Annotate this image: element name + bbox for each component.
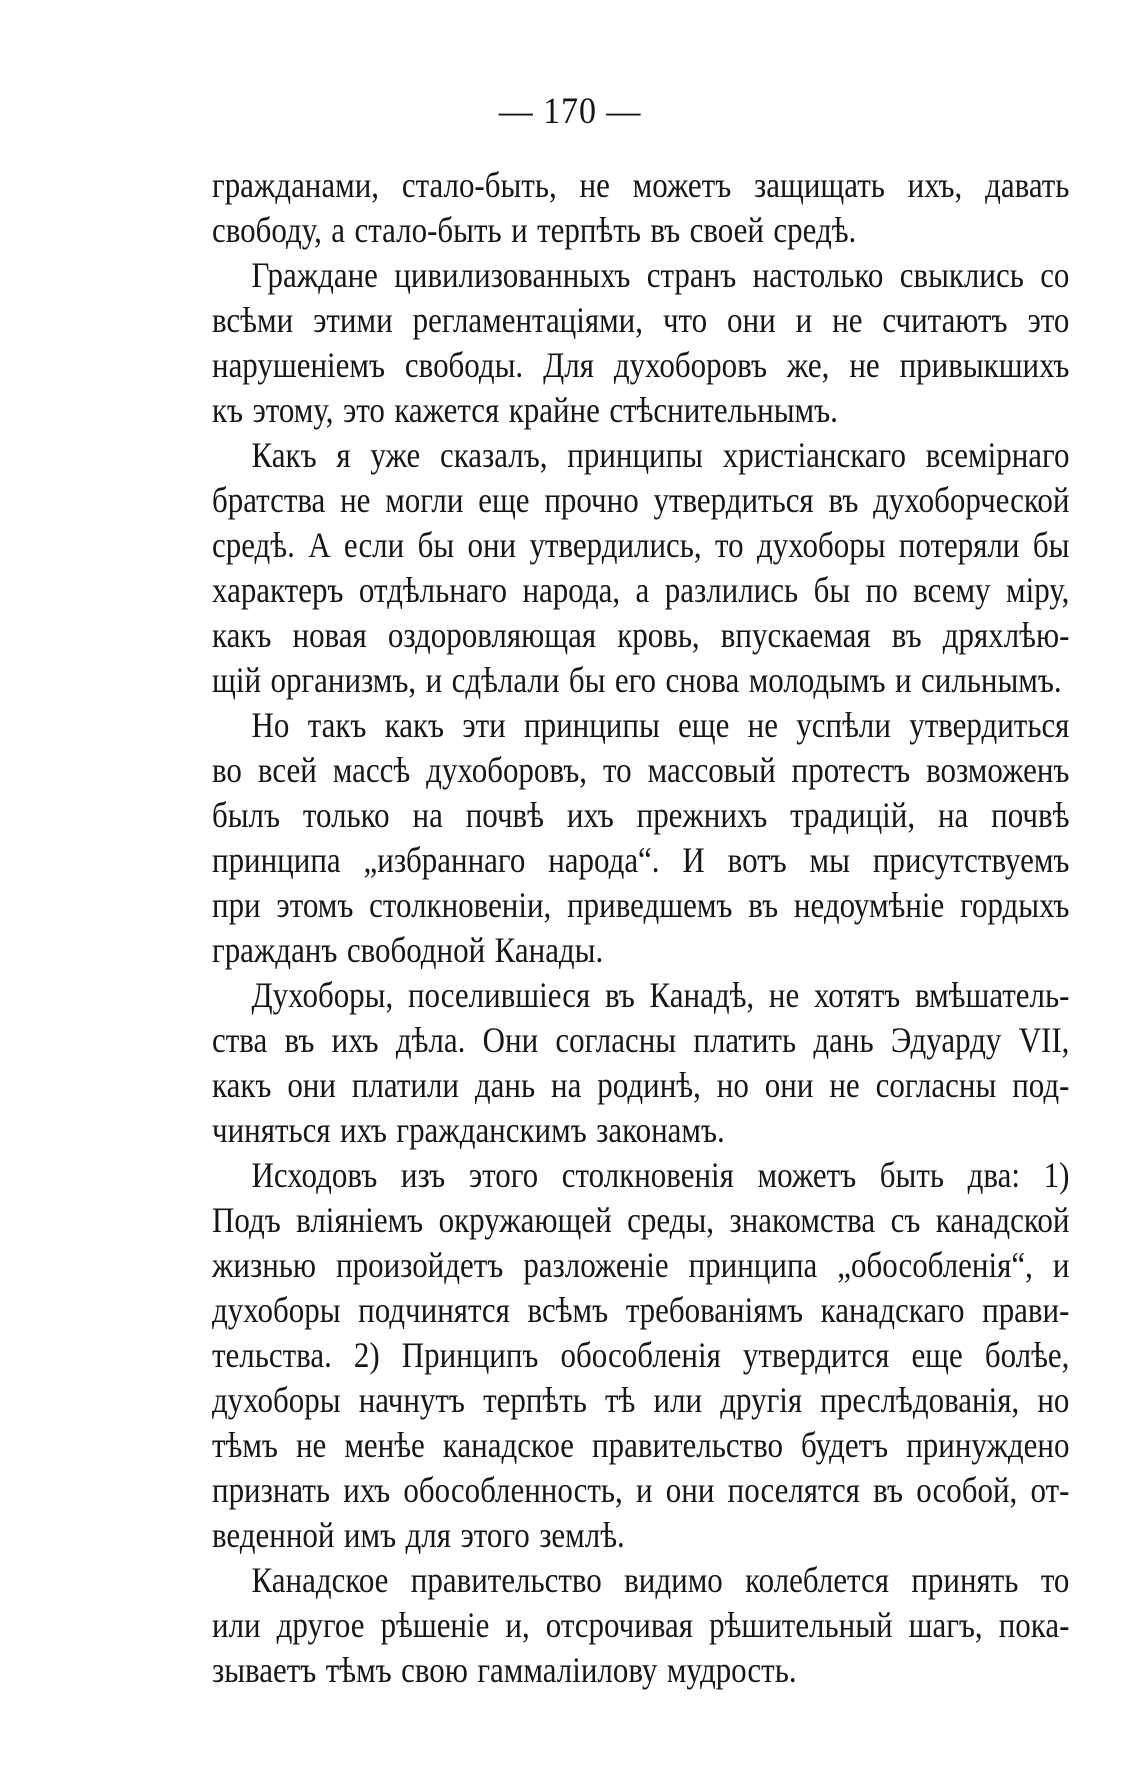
paragraph-5 xyxy=(212,973,1069,1153)
text-line: Канадское правительство видимо колеблется принять то xyxy=(251,1560,1070,1600)
paragraph-7 xyxy=(212,1558,1069,1693)
text-line: или другое рѣшеніе и, отсрочивая рѣшительный шагъ, пока- xyxy=(212,1605,1070,1645)
text-line: духоборы начнутъ терпѣть тѣ или другія преслѣдованія, но xyxy=(212,1380,1070,1420)
text-line: Какъ я уже сказалъ, принципы христіанскаго всемірнаго xyxy=(251,435,1070,475)
text-line: чиняться ихъ гражданскимъ законамъ. xyxy=(212,1110,725,1150)
text-line: средѣ. А если бы они утвердились, то духоборы потеряли бы xyxy=(212,525,1070,565)
paragraph-6 xyxy=(212,1153,1069,1558)
text-line: гражданъ свободной Канады. xyxy=(212,930,604,970)
text-line: Граждане цивилизованныхъ странъ настолько свыклись со xyxy=(251,255,1070,295)
text-line: къ этому, это кажется крайне стѣснительнымъ. xyxy=(212,390,838,430)
paragraph-4 xyxy=(212,703,1069,973)
text-line: духоборы подчинятся всѣмъ требованіямъ канадскаго прави- xyxy=(212,1290,1070,1330)
page-number: — 170 — xyxy=(498,91,642,132)
text-line: во всей массѣ духоборовъ, то массовый протестъ возможенъ xyxy=(212,750,1070,790)
text-line: тельства. 2) Принципъ обособленія утвердится еще болѣе, xyxy=(212,1335,1070,1375)
text-line: свободу, а стало-быть и терпѣть въ своей средѣ. xyxy=(212,210,857,250)
text-line: тѣмъ не менѣе канадское правительство будетъ принуждено xyxy=(212,1425,1070,1465)
text-line: Подъ вліяніемъ окружающей среды, знакомства съ канадской xyxy=(212,1200,1070,1240)
text-line: жизнью произойдетъ разложеніе принципа „обособленія“, и xyxy=(212,1245,1070,1285)
text-line: нарушеніемъ свободы. Для духоборовъ же, не привыкшихъ xyxy=(212,345,1070,385)
text-line: зываетъ тѣмъ свою гаммаліилову мудрость. xyxy=(212,1650,797,1690)
text-line: Но такъ какъ эти принципы еще не успѣли утвердиться xyxy=(251,705,1070,745)
text-line: всѣми этими регламентаціями, что они и не считаютъ это xyxy=(212,300,1070,340)
text-line: какъ они платили дань на родинѣ, но они не согласны под- xyxy=(212,1065,1070,1105)
text-line: щій организмъ, и сдѣлали бы его снова молодымъ и сильнымъ. xyxy=(212,660,1062,700)
paragraph-1 xyxy=(212,163,1069,253)
text-line: принципа „избраннаго народа“. И вотъ мы присутствуемъ xyxy=(212,840,1070,880)
text-line: Духоборы, поселившіеся въ Канадѣ, не хотятъ вмѣшатель- xyxy=(251,975,1070,1015)
text-line: признать ихъ обособленность, и они поселятся въ особой, от- xyxy=(212,1470,1070,1510)
text-line: ства въ ихъ дѣла. Они согласны платить дань Эдуарду VII, xyxy=(212,1020,1070,1060)
text-line: характеръ отдѣльнаго народа, а разлились бы по всему міру, xyxy=(212,570,1070,610)
paragraph-2 xyxy=(212,253,1069,433)
text-line: братства не могли еще прочно утвердиться въ духоборческой xyxy=(212,480,1070,520)
text-line: какъ новая оздоровляющая кровь, впускаемая въ дряхлѣю- xyxy=(212,615,1070,655)
text-line: былъ только на почвѣ ихъ прежнихъ традицій, на почвѣ xyxy=(212,795,1070,835)
text-line: при этомъ столкновеніи, приведшемъ въ недоумѣніе гордыхъ xyxy=(212,885,1070,925)
text-line: веденной имъ для этого землѣ. xyxy=(212,1515,625,1555)
paragraph-3 xyxy=(212,433,1069,703)
body-text xyxy=(212,163,1070,1693)
text-line: Исходовъ изъ этого столкновенія можетъ быть два: 1) xyxy=(251,1155,1070,1195)
text-line: гражданами, стало-быть, не можетъ защищать ихъ, давать xyxy=(212,165,1070,205)
